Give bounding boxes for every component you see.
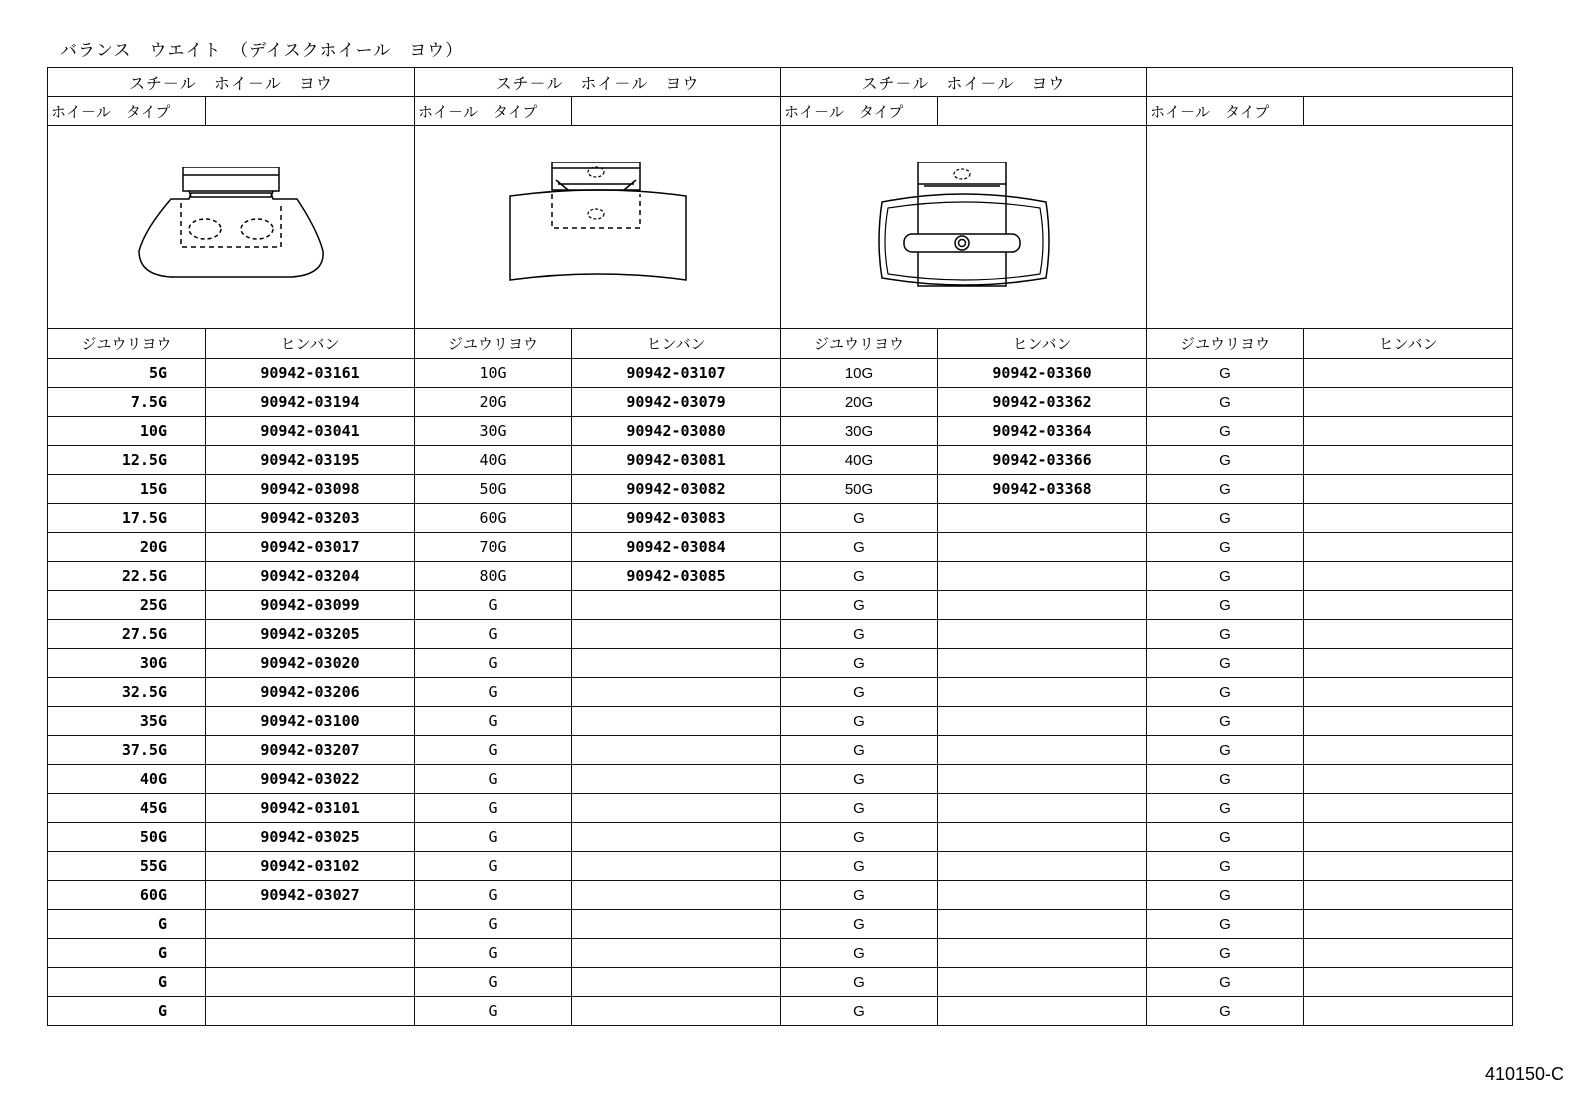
weight-cell: G: [415, 852, 572, 881]
weight-cell: G: [48, 968, 206, 997]
weight-cell: G: [415, 794, 572, 823]
part-number-cell: 90942-03020: [206, 649, 415, 678]
weight-cell: 27.5G: [48, 620, 206, 649]
part-number-cell: [572, 678, 781, 707]
part-number-cell: 90942-03194: [206, 388, 415, 417]
weight-cell: 40G: [781, 446, 938, 475]
weight-cell: G: [415, 620, 572, 649]
part-number-cell: [572, 968, 781, 997]
part-number-cell: [572, 823, 781, 852]
table-row: [48, 388, 1513, 417]
weight-clip-type-a-icon: [131, 167, 331, 287]
table-row: [48, 997, 1513, 1026]
wheel-type-value-3: [938, 97, 1147, 126]
part-number-cell: [938, 852, 1147, 881]
weight-cell: G: [781, 533, 938, 562]
weight-cell: G: [48, 910, 206, 939]
wheel-type-value-2: [572, 97, 781, 126]
part-number-cell: [938, 591, 1147, 620]
part-number-cell: [1304, 446, 1513, 475]
part-number-cell: [1304, 562, 1513, 591]
wheel-type-label-1: ホイ－ル タイプ: [48, 97, 206, 126]
balance-weight-table: [47, 67, 1513, 1026]
part-number-cell: [938, 968, 1147, 997]
part-number-cell: [1304, 678, 1513, 707]
weight-cell: G: [415, 678, 572, 707]
weight-cell: G: [781, 910, 938, 939]
weight-cell: G: [1147, 504, 1304, 533]
weight-cell: G: [781, 852, 938, 881]
part-number-cell: 90942-03362: [938, 388, 1147, 417]
weight-cell: 22.5G: [48, 562, 206, 591]
table-row: [48, 446, 1513, 475]
col-weight-2: ジユウリヨウ: [415, 329, 572, 359]
weight-cell: G: [415, 765, 572, 794]
weight-image-row: [48, 126, 1513, 329]
part-number-cell: [1304, 823, 1513, 852]
table-row: [48, 591, 1513, 620]
table-row: [48, 533, 1513, 562]
part-number-cell: [1304, 649, 1513, 678]
weight-cell: G: [781, 881, 938, 910]
col-weight-3: ジユウリヨウ: [781, 329, 938, 359]
weight-cell: G: [781, 794, 938, 823]
wheel-type-row: [48, 97, 1513, 126]
table-row: [48, 823, 1513, 852]
weight-cell: 5G: [48, 359, 206, 388]
weight-cell: G: [781, 823, 938, 852]
weight-cell: 50G: [781, 475, 938, 504]
part-number-cell: [1304, 388, 1513, 417]
table-row: [48, 707, 1513, 736]
table-row: [48, 968, 1513, 997]
part-number-cell: 90942-03205: [206, 620, 415, 649]
part-number-cell: 90942-03025: [206, 823, 415, 852]
table-row: [48, 765, 1513, 794]
part-number-cell: [206, 910, 415, 939]
weight-cell: G: [1147, 591, 1304, 620]
weight-cell: G: [781, 562, 938, 591]
part-number-cell: [938, 504, 1147, 533]
weight-cell: G: [1147, 823, 1304, 852]
table-row: [48, 910, 1513, 939]
weight-cell: 20G: [48, 533, 206, 562]
table-row: [48, 939, 1513, 968]
weight-clip-type-c-icon: [864, 162, 1064, 292]
weight-cell: 40G: [415, 446, 572, 475]
part-number-cell: [1304, 997, 1513, 1026]
part-number-cell: [1304, 852, 1513, 881]
part-number-cell: [1304, 475, 1513, 504]
document-title: バランス ウエイト （デイスクホイール ヨウ）: [60, 41, 464, 61]
part-number-cell: [572, 910, 781, 939]
col-part-2: ヒンバン: [572, 329, 781, 359]
table-row: [48, 736, 1513, 765]
part-number-cell: [572, 997, 781, 1026]
weight-cell: G: [1147, 475, 1304, 504]
part-number-cell: [206, 968, 415, 997]
weight-cell: G: [1147, 533, 1304, 562]
weight-cell: 25G: [48, 591, 206, 620]
part-number-cell: [938, 736, 1147, 765]
table-row: [48, 504, 1513, 533]
table-row: [48, 794, 1513, 823]
part-number-cell: [938, 620, 1147, 649]
part-number-cell: [1304, 417, 1513, 446]
weight-image-cell-4: [1147, 126, 1513, 329]
weight-cell: 50G: [48, 823, 206, 852]
weight-cell: 60G: [415, 504, 572, 533]
document-code: 410150-C: [1484, 1064, 1564, 1084]
weight-image-cell-2: [415, 126, 781, 329]
part-number-cell: [1304, 359, 1513, 388]
part-number-cell: 90942-03099: [206, 591, 415, 620]
weight-cell: 35G: [48, 707, 206, 736]
part-number-cell: [1304, 533, 1513, 562]
part-number-cell: 90942-03360: [938, 359, 1147, 388]
weight-cell: G: [781, 591, 938, 620]
weight-cell: G: [1147, 736, 1304, 765]
part-number-cell: [938, 765, 1147, 794]
part-number-cell: 90942-03203: [206, 504, 415, 533]
weight-cell: 55G: [48, 852, 206, 881]
weight-cell: G: [415, 881, 572, 910]
weight-cell: 30G: [48, 649, 206, 678]
part-number-cell: [206, 939, 415, 968]
col-weight-1: ジユウリヨウ: [48, 329, 206, 359]
wheel-type-label-2: ホイ－ル タイプ: [415, 97, 572, 126]
part-number-cell: [938, 794, 1147, 823]
part-number-cell: [1304, 794, 1513, 823]
weight-cell: 32.5G: [48, 678, 206, 707]
part-number-cell: 90942-03084: [572, 533, 781, 562]
weight-cell: G: [1147, 562, 1304, 591]
wheel-type-value-1: [206, 97, 415, 126]
part-number-cell: [572, 881, 781, 910]
table-row: [48, 475, 1513, 504]
part-number-cell: 90942-03368: [938, 475, 1147, 504]
group-header-row: [48, 68, 1513, 97]
weight-cell: G: [1147, 765, 1304, 794]
part-number-cell: [1304, 707, 1513, 736]
weight-image-cell-3: [781, 126, 1147, 329]
weight-cell: G: [1147, 359, 1304, 388]
weight-cell: 60G: [48, 881, 206, 910]
part-number-cell: [572, 736, 781, 765]
weight-cell: 15G: [48, 475, 206, 504]
weight-cell: G: [415, 649, 572, 678]
part-number-cell: [572, 707, 781, 736]
part-number-cell: [572, 620, 781, 649]
weight-cell: G: [415, 968, 572, 997]
weight-cell: 70G: [415, 533, 572, 562]
part-number-cell: 90942-03080: [572, 417, 781, 446]
weight-cell: G: [415, 910, 572, 939]
part-number-cell: 90942-03107: [572, 359, 781, 388]
col-part-1: ヒンバン: [206, 329, 415, 359]
table-row: [48, 649, 1513, 678]
weight-cell: G: [1147, 939, 1304, 968]
weight-cell: 40G: [48, 765, 206, 794]
weight-cell: G: [1147, 678, 1304, 707]
weight-cell: 30G: [415, 417, 572, 446]
part-number-cell: 90942-03207: [206, 736, 415, 765]
weight-cell: G: [48, 939, 206, 968]
table-row: [48, 359, 1513, 388]
part-number-cell: [1304, 939, 1513, 968]
part-number-cell: [572, 765, 781, 794]
table-row: [48, 852, 1513, 881]
part-number-cell: [938, 649, 1147, 678]
table-row: [48, 881, 1513, 910]
weight-cell: G: [1147, 794, 1304, 823]
weight-cell: 10G: [415, 359, 572, 388]
weight-cell: 50G: [415, 475, 572, 504]
wheel-type-label-4: ホイ－ル タイプ: [1147, 97, 1304, 126]
part-number-cell: [938, 881, 1147, 910]
col-part-3: ヒンバン: [938, 329, 1147, 359]
table-row: [48, 620, 1513, 649]
weight-cell: G: [1147, 881, 1304, 910]
part-number-cell: 90942-03079: [572, 388, 781, 417]
part-number-cell: [206, 997, 415, 1026]
weight-cell: G: [415, 736, 572, 765]
part-number-cell: [938, 707, 1147, 736]
part-number-cell: 90942-03206: [206, 678, 415, 707]
part-number-cell: 90942-03085: [572, 562, 781, 591]
part-number-cell: 90942-03098: [206, 475, 415, 504]
weight-cell: G: [415, 997, 572, 1026]
weight-cell: G: [415, 591, 572, 620]
table-row: [48, 562, 1513, 591]
weight-cell: G: [781, 939, 938, 968]
weight-cell: 10G: [48, 417, 206, 446]
weight-cell: G: [781, 736, 938, 765]
col-weight-4: ジユウリヨウ: [1147, 329, 1304, 359]
weight-cell: G: [1147, 852, 1304, 881]
wheel-type-value-4: [1304, 97, 1513, 126]
weight-cell: 10G: [781, 359, 938, 388]
weight-cell: G: [1147, 968, 1304, 997]
part-number-cell: 90942-03366: [938, 446, 1147, 475]
part-number-cell: 90942-03101: [206, 794, 415, 823]
weight-cell: 80G: [415, 562, 572, 591]
weight-cell: 12.5G: [48, 446, 206, 475]
group-header-3: スチ－ル ホイ－ル ヨウ: [781, 68, 1147, 97]
part-number-cell: 90942-03082: [572, 475, 781, 504]
weight-cell: G: [48, 997, 206, 1026]
weight-cell: 20G: [415, 388, 572, 417]
part-number-cell: 90942-03195: [206, 446, 415, 475]
weight-cell: G: [781, 707, 938, 736]
part-number-cell: [572, 591, 781, 620]
weight-cell: 45G: [48, 794, 206, 823]
weight-cell: 20G: [781, 388, 938, 417]
weight-cell: G: [415, 707, 572, 736]
part-number-cell: 90942-03100: [206, 707, 415, 736]
weight-cell: G: [1147, 997, 1304, 1026]
weight-cell: G: [781, 678, 938, 707]
part-number-cell: 90942-03102: [206, 852, 415, 881]
part-number-cell: 90942-03022: [206, 765, 415, 794]
part-number-cell: [1304, 591, 1513, 620]
group-header-2: スチ－ル ホイ－ル ヨウ: [415, 68, 781, 97]
part-number-cell: [572, 939, 781, 968]
table-row: [48, 417, 1513, 446]
part-number-cell: 90942-03041: [206, 417, 415, 446]
part-number-cell: [938, 562, 1147, 591]
weight-cell: G: [781, 649, 938, 678]
weight-cell: 30G: [781, 417, 938, 446]
part-number-cell: 90942-03364: [938, 417, 1147, 446]
column-header-row: [48, 329, 1513, 359]
part-number-cell: [572, 794, 781, 823]
weight-cell: G: [781, 765, 938, 794]
part-number-cell: [1304, 881, 1513, 910]
part-number-cell: [938, 939, 1147, 968]
part-number-cell: [572, 852, 781, 881]
part-number-cell: 90942-03027: [206, 881, 415, 910]
weight-cell: G: [781, 620, 938, 649]
group-header-1: スチ－ル ホイ－ル ヨウ: [48, 68, 415, 97]
part-number-cell: 90942-03204: [206, 562, 415, 591]
weight-cell: G: [1147, 417, 1304, 446]
weight-cell: G: [781, 997, 938, 1026]
table-row: [48, 678, 1513, 707]
weight-cell: G: [1147, 910, 1304, 939]
part-number-cell: [572, 649, 781, 678]
weight-cell: 7.5G: [48, 388, 206, 417]
weight-cell: G: [415, 823, 572, 852]
col-part-4: ヒンバン: [1304, 329, 1513, 359]
weight-clip-type-b-icon: [498, 162, 698, 292]
part-number-cell: [1304, 910, 1513, 939]
weight-cell: G: [1147, 388, 1304, 417]
part-number-cell: 90942-03081: [572, 446, 781, 475]
weight-cell: G: [781, 504, 938, 533]
weight-cell: G: [1147, 649, 1304, 678]
part-number-cell: [1304, 504, 1513, 533]
wheel-type-label-3: ホイ－ル タイプ: [781, 97, 938, 126]
group-header-4: [1147, 68, 1513, 97]
weight-cell: G: [1147, 707, 1304, 736]
part-number-cell: 90942-03083: [572, 504, 781, 533]
part-number-cell: 90942-03017: [206, 533, 415, 562]
weight-cell: 37.5G: [48, 736, 206, 765]
part-number-cell: [1304, 736, 1513, 765]
weight-cell: G: [1147, 446, 1304, 475]
part-number-cell: [938, 823, 1147, 852]
part-number-cell: [938, 910, 1147, 939]
weight-image-cell-1: [48, 126, 415, 329]
weight-cell: G: [415, 939, 572, 968]
weight-cell: G: [1147, 620, 1304, 649]
part-number-cell: [1304, 765, 1513, 794]
part-number-cell: [1304, 968, 1513, 997]
part-number-cell: [938, 533, 1147, 562]
part-number-cell: [1304, 620, 1513, 649]
part-number-cell: [938, 678, 1147, 707]
weight-cell: 17.5G: [48, 504, 206, 533]
weight-cell: G: [781, 968, 938, 997]
part-number-cell: [938, 997, 1147, 1026]
part-number-cell: 90942-03161: [206, 359, 415, 388]
